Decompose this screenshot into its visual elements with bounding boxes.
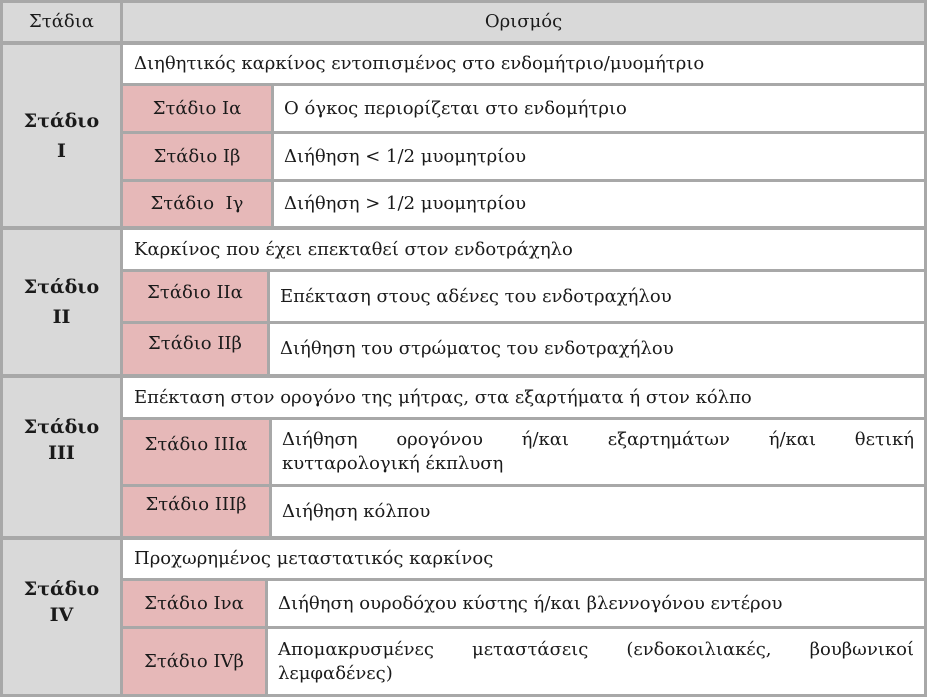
substage-4b-text-line1: Απομακρυσμένες μεταστάσεις (ενδοκοιλιακές, βουβωνικοί <box>278 639 914 660</box>
substage-1a-text: Ο όγκος περιορίζεται στο ενδομήτριο <box>274 86 924 131</box>
substage-1b-label: Στάδιο Ιβ <box>123 134 271 179</box>
stage-2-label-line1: Στάδιο <box>23 276 100 298</box>
stage-3-definition: Επέκταση στον ορογόνο της μήτρας, στα εξαρτήματα ή στον κόλπο <box>123 378 924 417</box>
substage-4b-text <box>268 629 924 694</box>
stage-4-label <box>3 540 120 694</box>
stage-1-label-line1: Στάδιο <box>23 109 100 132</box>
stage-4-definition: Προχωρημένος μεταστατικός καρκίνος <box>123 540 924 578</box>
header-definition: Ορισμός <box>123 3 924 41</box>
stage-1-label-line2: I <box>57 139 66 162</box>
substage-2a-text: Επέκταση στους αδένες του ενδοτραχήλου <box>270 272 924 321</box>
stage-2-label-line2: II <box>52 306 71 328</box>
header-stages: Στάδια <box>3 3 120 41</box>
stage-4-label-line2: IV <box>49 604 74 626</box>
substage-3a-label: Στάδιο IIIα <box>123 420 269 484</box>
substage-2b-text: Διήθηση του στρώματος του ενδοτραχήλου <box>270 324 924 374</box>
substage-1c-label: Στάδιο Ιγ <box>123 182 271 226</box>
substage-3b-label: Στάδιο IIIβ <box>123 487 269 536</box>
substage-2a-label: Στάδιο IIα <box>123 272 267 321</box>
substage-3a-text-line2: κυτταρολογική έκπλυση <box>282 453 504 474</box>
stage-1-definition: Διηθητικός καρκίνος εντοπισμένος στο ενδομήτριο/μυομήτριο <box>123 45 924 83</box>
substage-3b-text: Διήθηση κόλπου <box>272 487 924 536</box>
stage-3-label <box>3 378 120 536</box>
substage-1c-text: Διήθηση > 1/2 μυομητρίου <box>274 182 924 226</box>
substage-4b-text-line2: λεμφαδένες) <box>278 663 393 684</box>
substage-3a-text <box>272 420 924 484</box>
substage-1b-text: Διήθηση < 1/2 μυομητρίου <box>274 134 924 179</box>
stage-3-label-line2: III <box>48 442 75 464</box>
substage-1a-label: Στάδιο Ια <box>123 86 271 131</box>
stage-1-label <box>3 45 120 226</box>
substage-3a-text-line1: Διήθηση ορογόνου ή/και εξαρτημάτων ή/και θετική <box>282 429 914 450</box>
substage-2b-label: Στάδιο IIβ <box>123 324 267 374</box>
stage-2-definition: Καρκίνος που έχει επεκταθεί στον ενδοτράχηλο <box>123 230 924 269</box>
substage-4b-label: Στάδιο IVβ <box>123 629 265 694</box>
stage-4-label-line1: Στάδιο <box>23 578 100 600</box>
stage-3-label-line1: Στάδιο <box>23 416 100 438</box>
substage-4a-label: Στάδιο Ινα <box>123 581 265 626</box>
stage-2-label <box>3 230 120 374</box>
substage-4a-text: Διήθηση ουροδόχου κύστης ή/και βλεννογόνου εντέρου <box>268 581 924 626</box>
